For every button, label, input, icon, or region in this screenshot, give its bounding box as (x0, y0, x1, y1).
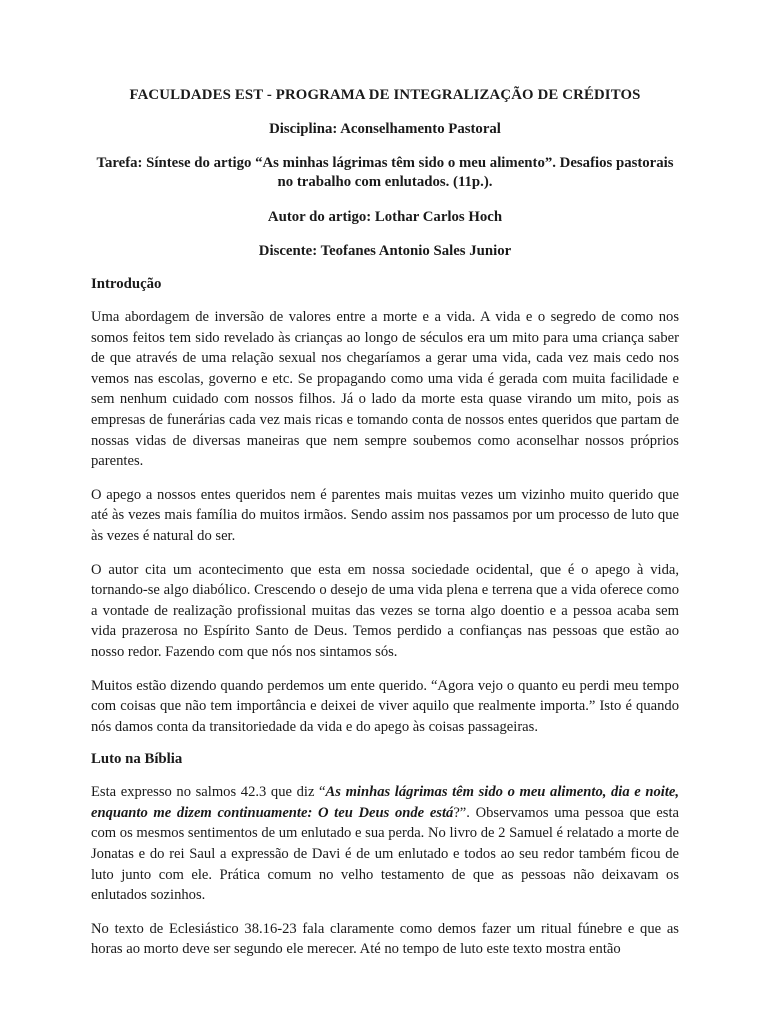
student-line: Discente: Teofanes Antonio Sales Junior (258, 243, 512, 259)
paragraph: No texto de Eclesiástico 38.16-23 fala claramente como demos fazer um ritual fúnebre e que as horas ao morto deve ser segundo ele merecer. Até no tempo de luto este texto mostra então (91, 920, 679, 958)
task-line: Tarefa: Síntese do artigo “As minhas lágrimas têm sido o meu alimento”. Desafios pastorais no trabalho com enlutados. (11p.). (96, 155, 674, 190)
paragraph: Muitos estão dizendo quando perdemos um ente querido. “Agora vejo o quanto eu perdi meu tempo com coisas que não tem importância e deixei de viver aquilo que realmente importa.” Isto é quando nós damos conta da transitoriedade da vida e do apego às coisas passageiras. (91, 677, 679, 735)
paragraph: O apego a nossos entes queridos nem é parentes mais muitas vezes um vizinho muito querido que até às vezes mais família do muitos irmãos. Sendo assim nos passamos por um processo de luto que às vezes é natural do ser. (91, 486, 679, 544)
paragraph-text: ?”. Observamos uma pessoa que esta com os mesmos sentimentos de um enlutado e sua perda. No livro de 2 Samuel é relatado a morte de Jonatas e do rei Saul a expressão de Davi é de um enlutado e todos ao seu redor também ficou de luto junto com ele. Prática comum no velho testamento de que as pessoas não deixavam os enlutados sozinhos. (91, 804, 679, 904)
section-heading-introduction: Introdução (91, 276, 162, 292)
psalm-quote: As minhas lágrimas têm sido o meu alimento, dia e noite, enquanto me dizem continuamente: O teu Deus onde está (91, 784, 679, 821)
document-title: FACULDADES EST - PROGRAMA DE INTEGRALIZAÇÃO DE CRÉDITOS (129, 87, 641, 103)
document-body (91, 86, 679, 973)
author-line: Autor do artigo: Lothar Carlos Hoch (267, 209, 503, 225)
section-heading-bible: Luto na Bíblia (91, 751, 183, 768)
paragraph-psalm (91, 782, 679, 906)
paragraph: O autor cita um acontecimento que esta em nossa sociedade ocidental, que é o apego à vida, tornando-se algo diabólico. Crescendo o desejo de uma vida plena e terrena que a vida oferece como a vontade de realização profissional muitas das vezes se torna algo doentio e a pessoa acaba sem vida prazerosa no Espírito Santo de Deus. Temos perdido a confianças nas pessoas que estão ao nosso redor. Fazendo com que nós nos sintamos sós. (91, 561, 679, 660)
paragraph: Uma abordagem de inversão de valores entre a morte e a vida. A vida e o segredo de como nos somos feitos tem sido revelado às crianças ao longo de séculos era um mito para uma criança saber de que através de uma relação sexual nos chegaríamos a gerar uma vida, cada vez mais cedo nos vemos nas escolas, governo e etc. Se propagando como uma vida é gerada com muita facilidade e sem nenhum cuidado com nossos filhos. Já o lado da morte esta quase virando um mito, pois as empresas de funerárias cada vez mais ricas e tomando conta de nossos entes queridos que partam de nossas vidas de diversas maneiras que nem sempre soubemos como aconselhar nossos próprios parentes. (91, 309, 679, 470)
paragraph-text: Esta expresso no salmos 42.3 que diz “ (91, 784, 326, 801)
discipline-line: Disciplina: Aconselhamento Pastoral (269, 121, 501, 137)
